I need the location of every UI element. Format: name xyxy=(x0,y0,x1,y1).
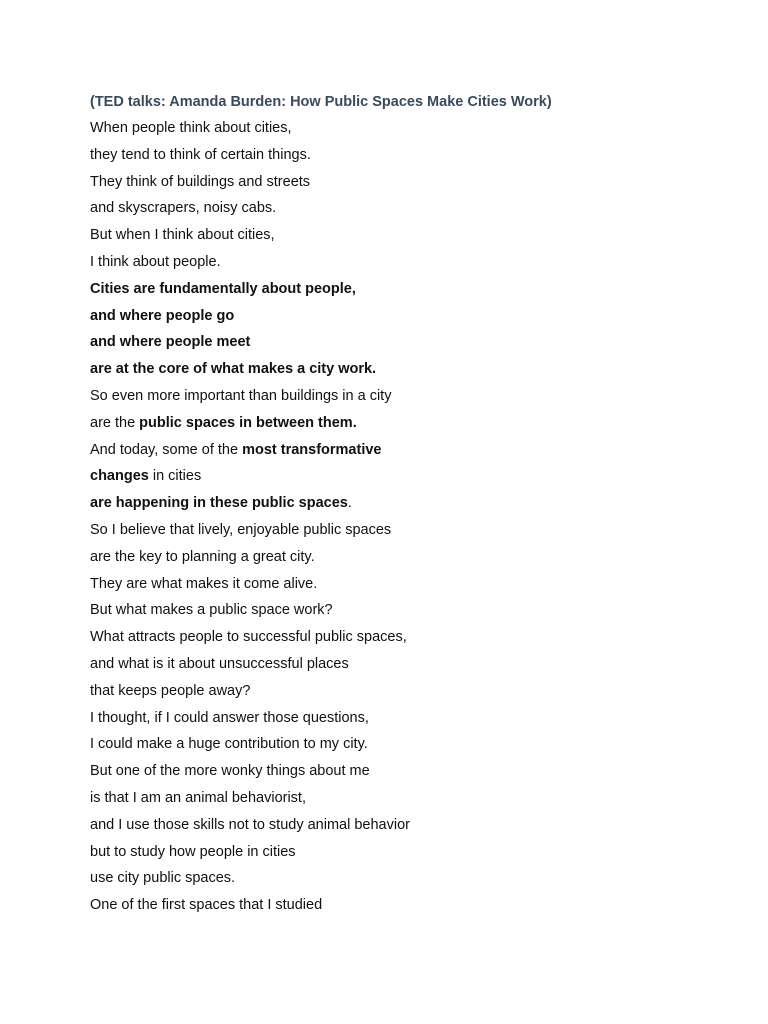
text-segment: When people think about cities, xyxy=(90,120,292,136)
text-segment: What attracts people to successful public spaces, xyxy=(90,629,407,646)
text-segment: And today, some of the xyxy=(90,441,243,458)
transcript-line xyxy=(90,627,410,654)
text-segment: They are what makes it come alive. xyxy=(90,575,318,592)
text-segment: are the xyxy=(90,414,140,431)
text-segment: is that I am an animal behaviorist, xyxy=(90,789,306,806)
text-segment: So I believe that lively, enjoyable public spaces xyxy=(90,521,392,538)
bold-text-segment: are happening in these public spaces xyxy=(90,495,348,512)
transcript-line xyxy=(90,359,410,386)
bold-text-segment: and where people go xyxy=(90,307,235,324)
text-segment: I think about people. xyxy=(90,253,221,270)
text-segment: One of the first spaces that I studied xyxy=(90,897,323,914)
text-segment: and skyscrapers, noisy cabs. xyxy=(90,200,277,217)
transcript-line xyxy=(90,815,410,842)
transcript-line xyxy=(90,842,410,869)
transcript-line xyxy=(90,252,410,279)
transcript-line xyxy=(90,788,410,815)
text-segment: They think of buildings and streets xyxy=(90,173,311,190)
bold-text-segment: and where people meet xyxy=(90,334,251,351)
bold-text-segment: Cities are fundamentally about people, xyxy=(90,280,356,297)
text-segment: but to study how people in cities xyxy=(90,843,296,860)
transcript-line xyxy=(90,198,410,225)
transcript-line xyxy=(90,654,410,681)
transcript-line xyxy=(90,413,410,440)
transcript-line xyxy=(90,440,410,467)
transcript-line xyxy=(90,225,410,252)
transcript-line xyxy=(90,734,410,761)
text-segment: use city public spaces. xyxy=(90,870,236,887)
text-segment: I thought, if I could answer those questions, xyxy=(90,709,369,726)
transcript-line xyxy=(90,306,410,333)
transcript-line xyxy=(90,574,410,601)
text-segment: and I use those skills not to study animal behavior xyxy=(90,816,410,833)
transcript-line xyxy=(90,332,410,359)
transcript-lines xyxy=(90,118,410,922)
transcript-line xyxy=(90,761,410,788)
bold-text-segment: changes xyxy=(90,468,149,485)
transcript-line xyxy=(90,279,410,306)
text-segment: But when I think about cities, xyxy=(90,227,275,244)
transcript-line xyxy=(90,172,410,199)
text-segment: and what is it about unsuccessful places xyxy=(90,655,349,672)
text-segment: I could make a huge contribution to my city. xyxy=(90,736,368,753)
transcript-line xyxy=(90,681,410,708)
text-segment: are the key to planning a great city. xyxy=(90,548,315,565)
transcript-line xyxy=(90,118,410,145)
bold-text-segment: public spaces in between them. xyxy=(139,414,357,431)
transcript-line xyxy=(90,493,410,520)
text-segment: So even more important than buildings in a city xyxy=(90,387,392,404)
bold-text-segment: most transformative xyxy=(242,441,382,458)
transcript-line xyxy=(90,868,410,895)
transcript-line xyxy=(90,520,410,547)
text-segment: . xyxy=(347,495,352,512)
bold-text-segment: are at the core of what makes a city work. xyxy=(90,361,377,378)
transcript-line xyxy=(90,895,410,922)
transcript-line xyxy=(90,145,410,172)
transcript-line xyxy=(90,547,410,574)
text-segment: But one of the more wonky things about me xyxy=(90,763,370,780)
document-title: (TED talks: Amanda Burden: How Public Spaces Make Cities Work) xyxy=(90,94,552,110)
text-segment: in cities xyxy=(148,468,202,485)
text-segment: But what makes a public space work? xyxy=(90,602,333,619)
text-segment: that keeps people away? xyxy=(90,682,251,699)
transcript-line xyxy=(90,708,410,735)
transcript-line xyxy=(90,386,410,413)
transcript-line xyxy=(90,600,410,627)
transcript-line xyxy=(90,466,410,493)
text-segment: they tend to think of certain things. xyxy=(90,146,311,163)
